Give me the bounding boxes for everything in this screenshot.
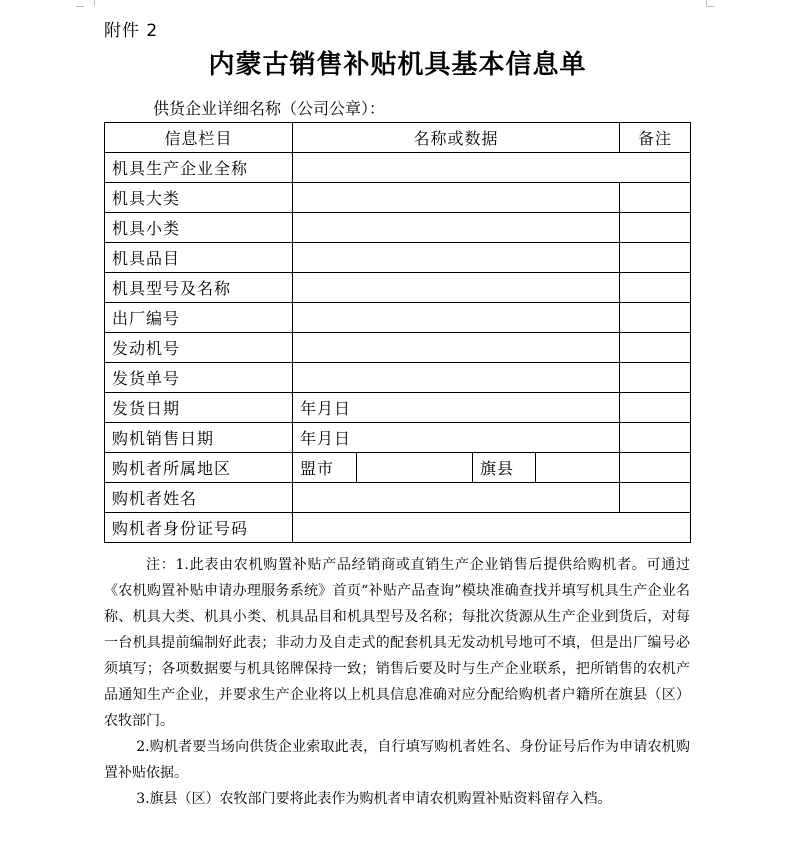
remark-cell[interactable] — [620, 183, 691, 213]
document-title: 内蒙古销售补贴机具基本信息单 — [208, 50, 587, 80]
value-cell[interactable] — [293, 213, 620, 243]
page-corner-mark — [76, 6, 84, 7]
remark-cell[interactable] — [620, 363, 691, 393]
table-row — [105, 513, 691, 543]
remark-cell[interactable] — [620, 453, 691, 483]
row-label: 机具生产企业全称 — [105, 153, 293, 183]
row-label: 机具型号及名称 — [105, 273, 293, 303]
table-row — [105, 243, 691, 273]
remark-cell[interactable] — [620, 303, 691, 333]
table-row — [105, 393, 691, 423]
value-cell[interactable] — [293, 183, 620, 213]
column-header: 名称或数据 — [293, 123, 620, 153]
page-corner-mark — [706, 6, 714, 7]
row-label: 发货单号 — [105, 363, 293, 393]
remark-cell[interactable] — [620, 393, 691, 423]
note-1: 注：1.此表由农机购置补贴产品经销商或直销生产企业销售后提供给购机者。可通过《农机购置补贴申请办理服务系统》首页“补贴产品查询”模块准确查找并填写机具生产企业名称、机具大类、机具小类、机具品目和机具型号及名称；每批次货源从生产企业到货后，对每一台机具提前编制好此表；非动力及自走式的配套机具无发动机号地可不填，但是出厂编号必须填写；各项数据要与机具铭牌保持一致；销售后要及时与生产企业联系，把所销售的农机产品通知生产企业，并要求生产企业将以上机具信息准确对应分配给购机者户籍所在旗县（区）农牧部门。 — [104, 557, 690, 729]
table-row — [105, 363, 691, 393]
value-cell[interactable] — [293, 483, 620, 513]
row-label: 机具品目 — [105, 243, 293, 273]
ship-date-cell[interactable]: 年月日 — [293, 393, 620, 423]
row-label: 出厂编号 — [105, 303, 293, 333]
value-cell[interactable] — [293, 333, 620, 363]
table-row — [105, 183, 691, 213]
table-row — [105, 153, 691, 183]
table-header-row — [105, 123, 691, 153]
region-city-label: 盟市 — [293, 453, 357, 483]
info-table — [104, 122, 691, 543]
column-header: 信息栏目 — [105, 123, 293, 153]
value-cell[interactable] — [293, 363, 620, 393]
value-cell[interactable] — [293, 273, 620, 303]
remark-cell[interactable] — [620, 483, 691, 513]
row-label: 购机者身份证号码 — [105, 513, 293, 543]
value-cell[interactable] — [293, 303, 620, 333]
table-row — [105, 483, 691, 513]
value-cell[interactable] — [293, 153, 691, 183]
notes-section — [104, 552, 690, 812]
table-row — [105, 273, 691, 303]
table-row — [105, 333, 691, 363]
row-label: 发货日期 — [105, 393, 293, 423]
supplier-name-label: 供货企业详细名称（公司公章）： — [153, 99, 386, 118]
table-row — [105, 423, 691, 453]
row-label: 发动机号 — [105, 333, 293, 363]
row-label: 机具大类 — [105, 183, 293, 213]
region-city-input[interactable] — [357, 453, 473, 483]
row-label: 购机者姓名 — [105, 483, 293, 513]
value-cell[interactable] — [293, 243, 620, 273]
region-county-label: 旗县 — [473, 453, 536, 483]
table-row — [105, 453, 691, 483]
table-row — [105, 303, 691, 333]
row-label: 购机销售日期 — [105, 423, 293, 453]
attachment-label: 附件 2 — [104, 21, 159, 41]
column-header: 备注 — [620, 123, 691, 153]
row-label: 机具小类 — [105, 213, 293, 243]
remark-cell[interactable] — [620, 213, 691, 243]
row-label: 购机者所属地区 — [105, 453, 293, 483]
remark-cell[interactable] — [620, 273, 691, 303]
value-cell[interactable] — [293, 513, 691, 543]
remark-cell[interactable] — [620, 333, 691, 363]
remark-cell[interactable] — [620, 423, 691, 453]
note-2: 2.购机者要当场向供货企业索取此表，自行填写购机者姓名、身份证号后作为申请农机购置补贴依据。 — [104, 739, 690, 781]
sale-date-cell[interactable]: 年月日 — [293, 423, 620, 453]
table-row — [105, 213, 691, 243]
note-3: 3.旗县（区）农牧部门要将此表作为购机者申请农机购置补贴资料留存入档。 — [136, 791, 612, 807]
region-county-input[interactable] — [536, 453, 620, 483]
page-corner-mark — [84, 0, 95, 6]
remark-cell[interactable] — [620, 243, 691, 273]
